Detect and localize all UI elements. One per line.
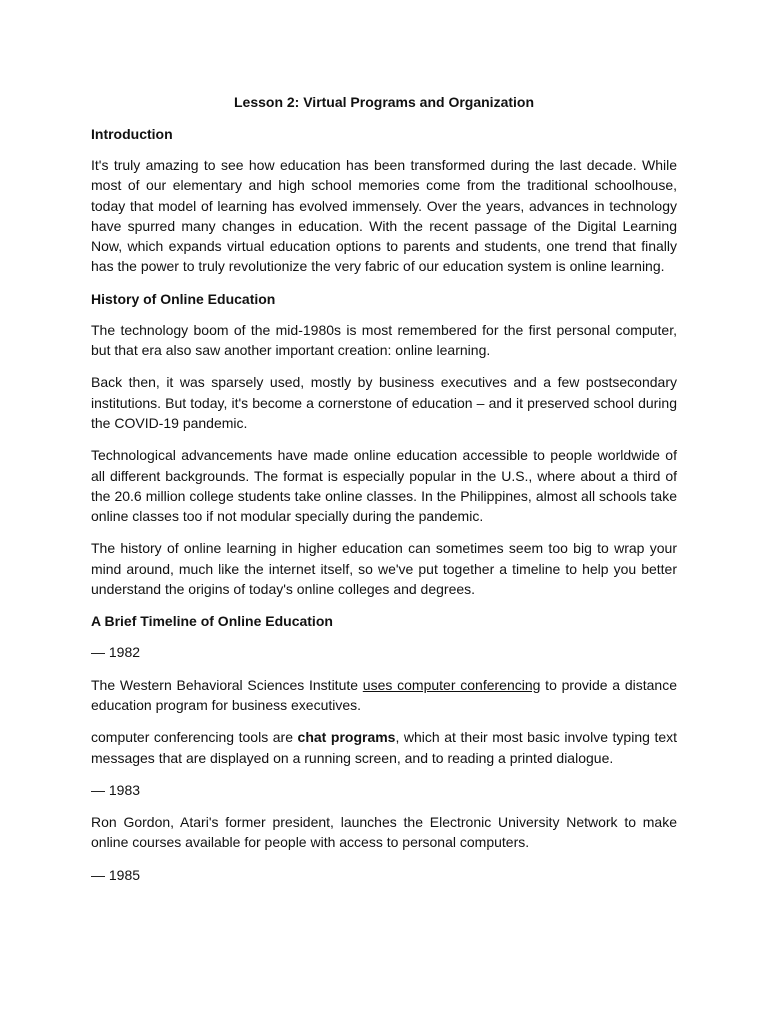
- history-paragraph-1: The technology boom of the mid-1980s is most remembered for the first personal computer, but that era also saw another important creation: online learning.: [91, 321, 677, 359]
- introduction-heading: Introduction: [91, 126, 173, 142]
- timeline-event-1982-text-start: The Western Behavioral Sciences Institute: [91, 676, 363, 693]
- timeline-event-1982: [91, 675, 677, 716]
- timeline-note-1982-text-end: , which at their most basic involve typing text messages that are displayed on a running screen, and to reading a printed dialogue.: [91, 729, 678, 766]
- lesson-title: Lesson 2: Virtual Programs and Organization: [233, 94, 535, 110]
- chat-programs-term: chat programs: [297, 729, 396, 746]
- timeline-note-1982: [91, 727, 677, 768]
- timeline-year-1983: — 1983: [91, 781, 141, 798]
- timeline-event-1982-text-end: to provide a distance education program for business executives.: [91, 676, 677, 713]
- history-heading: History of Online Education: [91, 290, 276, 307]
- introduction-paragraph: It's truly amazing to see how education has been transformed during the last decade. While most of our elementary and high school memories come from the traditional schoolhouse, today that model of learning has evolved immensely. Over the years, advances in technology have spurred many changes in education. With the recent passage of the Digital Learning Now, which expands virtual education options to parents and students, one trend that finally has the power to truly revolutionize the very fabric of our education system is online learning.: [91, 157, 677, 275]
- computer-conferencing-link[interactable]: uses computer conferencing: [362, 676, 541, 693]
- history-paragraph-3: Technological advancements have made online education accessible to people worldwide of all different backgrounds. The format is especially popular in the U.S., where about a third of the 20.6 million college students take online classes. In the Philippines, almost all schools take online classes too if not modular specially during the pandemic.: [91, 447, 677, 525]
- history-paragraph-2: Back then, it was sparsely used, mostly by business executives and a few postsecondary institutions. But today, it's become a cornerstone of education – and it preserved school during the COVID-19 pandemic.: [91, 374, 677, 431]
- timeline-event-1983: Ron Gordon, Atari's former president, launches the Electronic University Network to make online courses available for people with access to personal computers.: [91, 814, 677, 851]
- document-content: [91, 92, 677, 897]
- timeline-year-1982: — 1982: [91, 644, 141, 661]
- timeline-year-1985: — 1985: [91, 866, 141, 883]
- timeline-heading: A Brief Timeline of Online Education: [91, 613, 333, 630]
- timeline-note-1982-text-start: computer conferencing tools are: [91, 729, 298, 746]
- history-paragraph-4: The history of online learning in higher education can sometimes seem too big to wrap your mind around, much like the internet itself, so we've put together a timeline to help you better understand the origins of today's online colleges and degrees.: [91, 540, 677, 598]
